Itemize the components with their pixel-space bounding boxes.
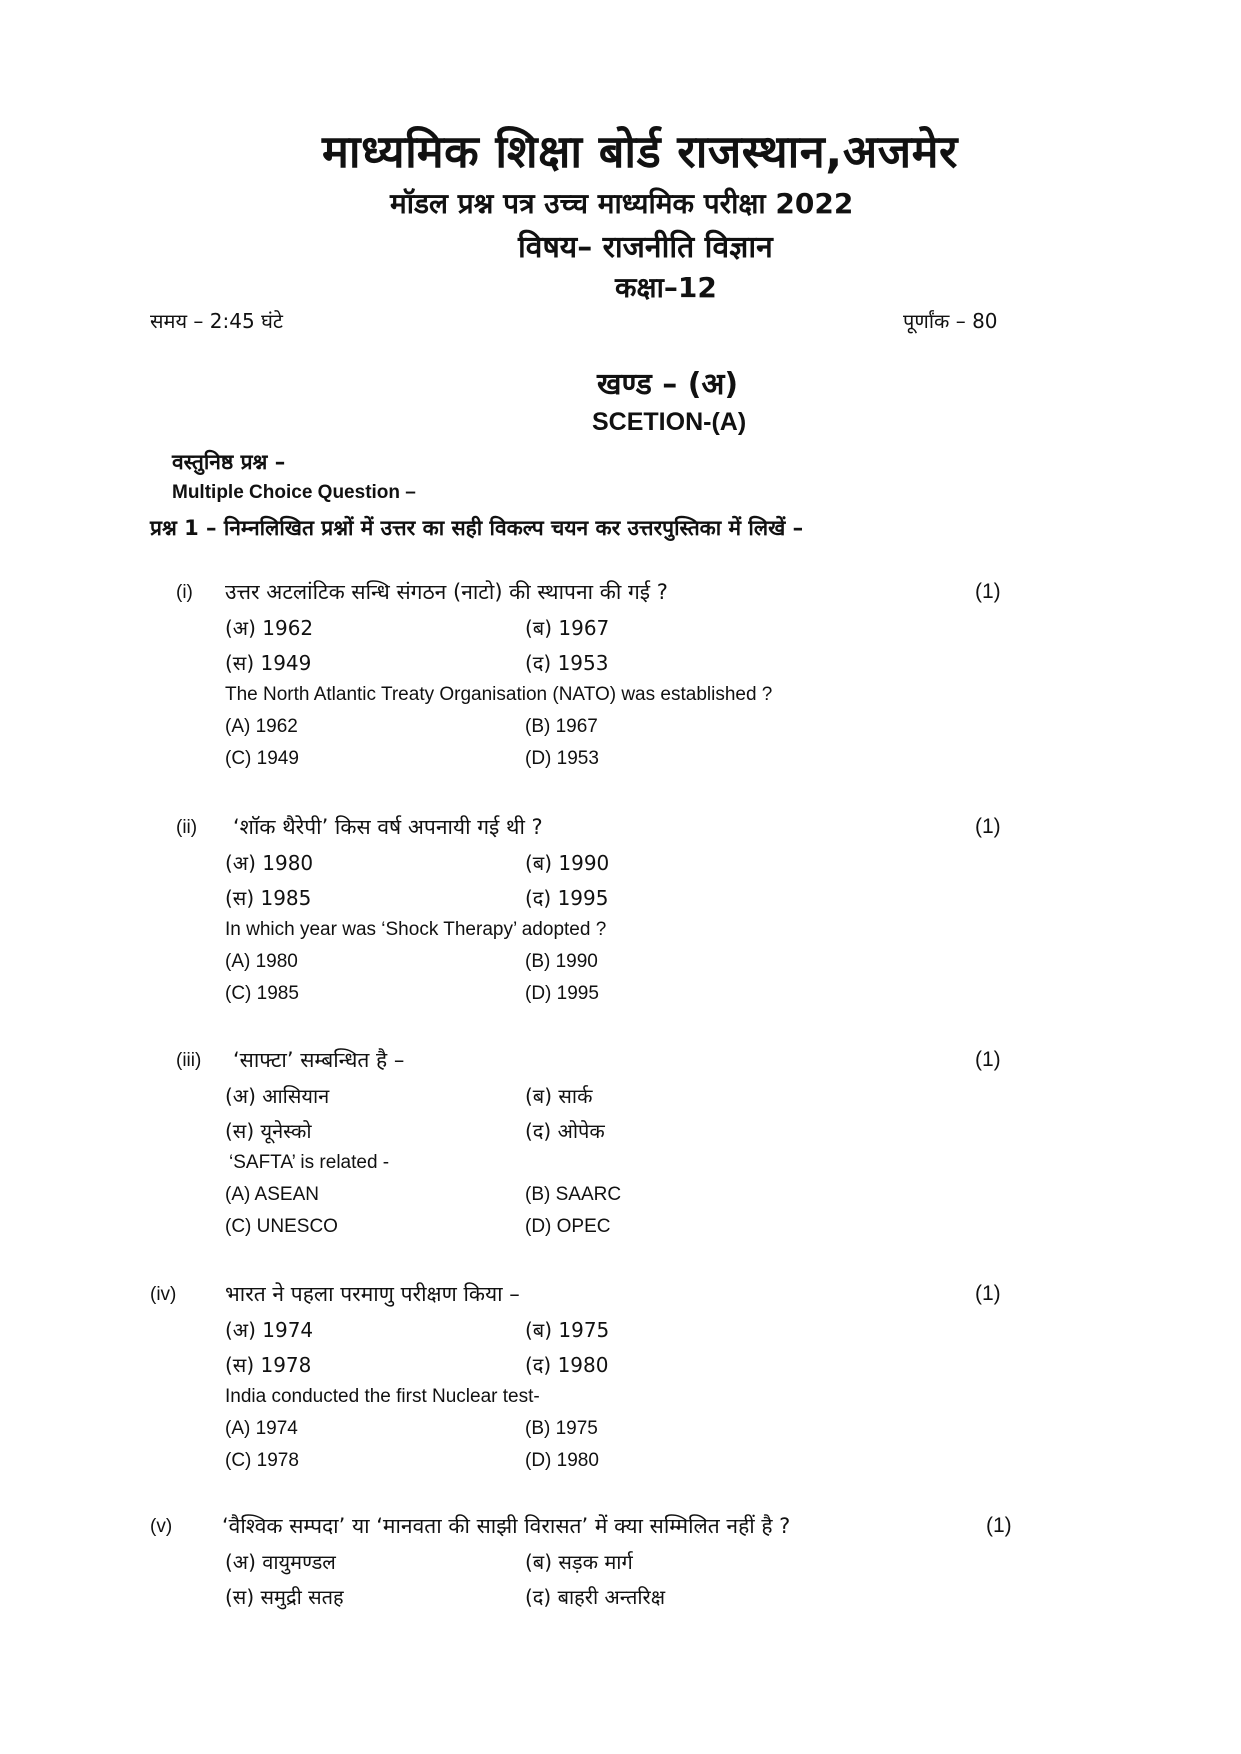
option-english: (B) 1990 bbox=[525, 951, 598, 972]
section-heading-hindi: खण्ड – (अ) bbox=[597, 367, 739, 402]
option-english: (B) SAARC bbox=[525, 1184, 622, 1205]
objective-heading-hindi: वस्तुनिष्ठ प्रश्न – bbox=[172, 450, 286, 474]
option-english: (A) ASEAN bbox=[225, 1184, 319, 1205]
question-text-hindi: ‘शॉक थैरेपी’ किस वर्ष अपनायी गई थी ? bbox=[233, 815, 543, 839]
option-english: (C) 1985 bbox=[225, 983, 299, 1004]
option-hindi: (अ) 1980 bbox=[225, 851, 314, 875]
question-text-english: India conducted the first Nuclear test- bbox=[225, 1386, 540, 1407]
question-marks: (1) bbox=[986, 1514, 1012, 1537]
option-hindi: (अ) वायुमण्डल bbox=[225, 1550, 336, 1574]
option-english: (D) 1980 bbox=[525, 1450, 599, 1471]
question-text-hindi: उत्तर अटलांटिक सन्धि संगठन (नाटो) की स्थापना की गई ? bbox=[225, 580, 668, 604]
question-instruction: प्रश्न 1 – निम्नलिखित प्रश्नों में उत्तर का सही विकल्प चयन कर उत्तरपुस्तिका में लिखें – bbox=[150, 516, 804, 540]
option-hindi: (स) 1985 bbox=[225, 886, 312, 910]
option-hindi: (ब) सड़क मार्ग bbox=[525, 1550, 633, 1574]
option-hindi: (ब) 1967 bbox=[525, 616, 610, 640]
option-hindi: (ब) 1975 bbox=[525, 1318, 610, 1342]
option-english: (C) UNESCO bbox=[225, 1216, 338, 1237]
question-marks: (1) bbox=[975, 580, 1001, 603]
option-hindi: (द) 1995 bbox=[525, 886, 609, 910]
board-title: माध्यमिक शिक्षा बोर्ड राजस्थान,अजमेर bbox=[322, 125, 958, 178]
question-text-english: The North Atlantic Treaty Organisation (NATO) was established ? bbox=[225, 684, 773, 705]
question-text-hindi: ‘वैश्विक सम्पदा’ या ‘मानवता की साझी विरासत’ में क्या सम्मिलित नहीं है ? bbox=[222, 1514, 791, 1538]
question-number: (i) bbox=[176, 582, 193, 603]
option-hindi: (ब) 1990 bbox=[525, 851, 610, 875]
question-number: (iv) bbox=[150, 1284, 177, 1305]
option-hindi: (अ) 1962 bbox=[225, 616, 314, 640]
option-hindi: (अ) आसियान bbox=[225, 1084, 330, 1108]
option-english: (D) 1995 bbox=[525, 983, 599, 1004]
option-hindi: (स) 1978 bbox=[225, 1353, 312, 1377]
option-english: (C) 1978 bbox=[225, 1450, 299, 1471]
question-text-english: ‘SAFTA’ is related - bbox=[229, 1152, 390, 1173]
option-english: (A) 1980 bbox=[225, 951, 298, 972]
option-hindi: (द) बाहरी अन्तरिक्ष bbox=[525, 1585, 666, 1609]
question-number: (v) bbox=[150, 1516, 173, 1537]
option-hindi: (अ) 1974 bbox=[225, 1318, 314, 1342]
time-allowed: समय – 2:45 घंटे bbox=[150, 309, 283, 333]
question-marks: (1) bbox=[975, 1048, 1001, 1071]
option-english: (A) 1962 bbox=[225, 716, 298, 737]
option-english: (C) 1949 bbox=[225, 748, 299, 769]
option-hindi: (द) ओपेक bbox=[525, 1119, 605, 1143]
subject-title: विषय– राजनीति विज्ञान bbox=[518, 230, 773, 265]
question-text-hindi: भारत ने पहला परमाणु परीक्षण किया – bbox=[225, 1282, 520, 1306]
objective-heading-english: Multiple Choice Question – bbox=[172, 482, 416, 503]
max-marks: पूर्णांक – 80 bbox=[903, 309, 998, 333]
question-text-english: In which year was ‘Shock Therapy’ adopted ? bbox=[225, 919, 607, 940]
option-hindi: (द) 1980 bbox=[525, 1353, 609, 1377]
exam-title: मॉडल प्रश्न पत्र उच्च माध्यमिक परीक्षा 2022 bbox=[390, 187, 854, 220]
option-hindi: (स) यूनेस्को bbox=[225, 1119, 312, 1143]
option-english: (D) 1953 bbox=[525, 748, 599, 769]
option-hindi: (स) समुद्री सतह bbox=[225, 1585, 344, 1609]
question-number: (iii) bbox=[176, 1050, 202, 1071]
option-english: (D) OPEC bbox=[525, 1216, 611, 1237]
question-text-hindi: ‘साफ्टा’ सम्बन्धित है – bbox=[233, 1048, 405, 1072]
option-hindi: (ब) सार्क bbox=[525, 1084, 593, 1108]
question-number: (ii) bbox=[176, 817, 198, 838]
class-title: कक्षा–12 bbox=[615, 271, 717, 304]
option-english: (B) 1975 bbox=[525, 1418, 598, 1439]
option-english: (A) 1974 bbox=[225, 1418, 298, 1439]
section-heading-english: SCETION-(A) bbox=[592, 408, 747, 436]
question-marks: (1) bbox=[975, 1282, 1001, 1305]
option-hindi: (द) 1953 bbox=[525, 651, 609, 675]
question-marks: (1) bbox=[975, 815, 1001, 838]
option-english: (B) 1967 bbox=[525, 716, 598, 737]
option-hindi: (स) 1949 bbox=[225, 651, 312, 675]
